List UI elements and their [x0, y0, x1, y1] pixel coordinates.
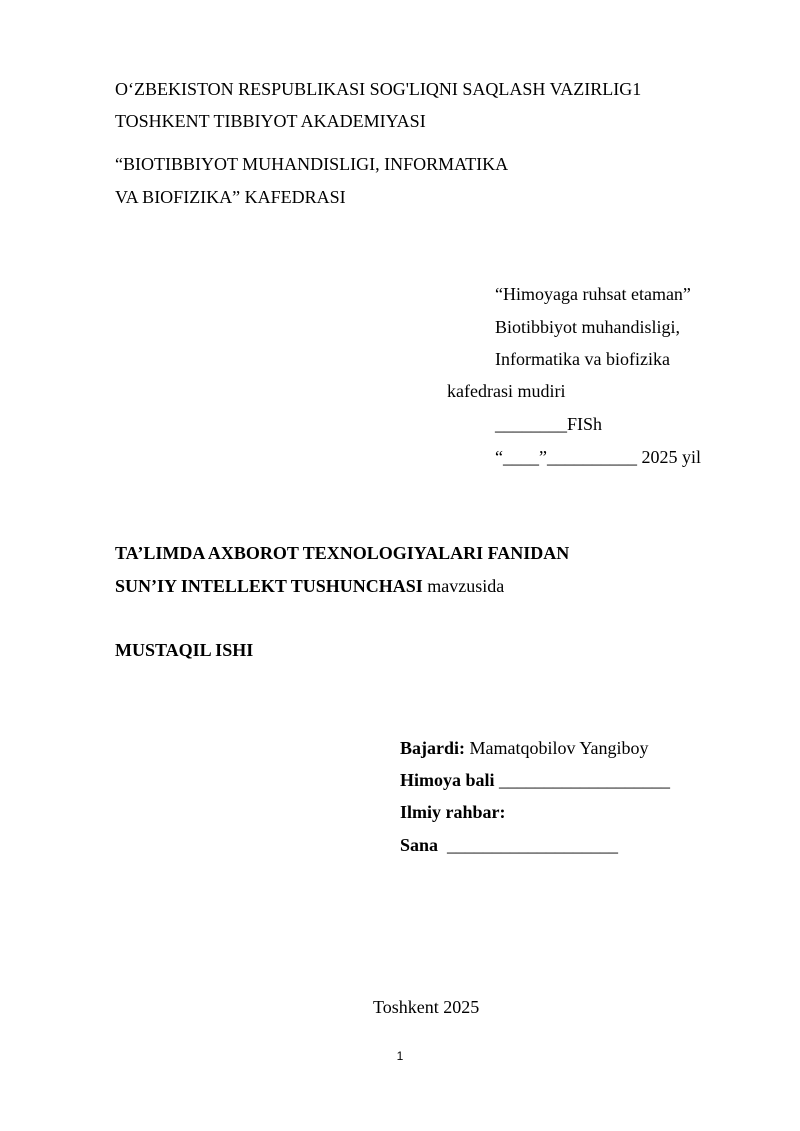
ministry-heading: O‘ZBEKISTON RESPUBLIKASI SOG'LIQNI SAQLASH VAZIRLIG1: [115, 79, 642, 99]
approval-date-line: “____”__________ 2025 yil: [495, 447, 701, 467]
work-type-title: MUSTAQIL ISHI: [115, 640, 254, 660]
department-heading-line2: VA BIOFIZIKA” KAFEDRASI: [115, 187, 346, 207]
subject-title: TA’LIMDA AXBOROT TEXNOLOGIYALARI FANIDAN: [115, 543, 570, 563]
topic-suffix: mavzusida: [422, 576, 505, 596]
topic-title: [115, 575, 504, 597]
performer-row: [400, 737, 649, 759]
date-label: Sana: [400, 835, 439, 855]
place-year: Toshkent 2025: [373, 997, 480, 1017]
grade-blank: ___________________: [494, 770, 671, 790]
supervisor-label: Ilmiy rahbar:: [400, 802, 506, 822]
approval-line-1: “Himoyaga ruhsat etaman”: [495, 284, 691, 304]
topic-name: SUN’IY INTELLEKT TUSHUNCHASI: [115, 576, 423, 596]
approval-line-3: Informatika va biofizika: [495, 349, 670, 369]
approval-line-2: Biotibbiyot muhandisligi,: [495, 317, 681, 337]
department-heading-line1: “BIOTIBBIYOT MUHANDISLIGI, INFORMATIKA: [115, 154, 509, 174]
grade-row: [400, 769, 670, 791]
performer-label: Bajardi:: [400, 738, 465, 758]
page-number: 1: [396, 1049, 404, 1063]
grade-label: Himoya bali: [400, 770, 495, 790]
academy-heading: TOSHKENT TIBBIYOT AKADEMIYASI: [115, 111, 426, 131]
date-blank: ___________________: [438, 835, 619, 855]
date-row: [400, 834, 618, 856]
approval-line-4: kafedrasi mudiri: [447, 381, 566, 401]
approval-signature-line: ________FISh: [495, 414, 603, 434]
performer-value: Mamatqobilov Yangiboy: [465, 738, 649, 758]
